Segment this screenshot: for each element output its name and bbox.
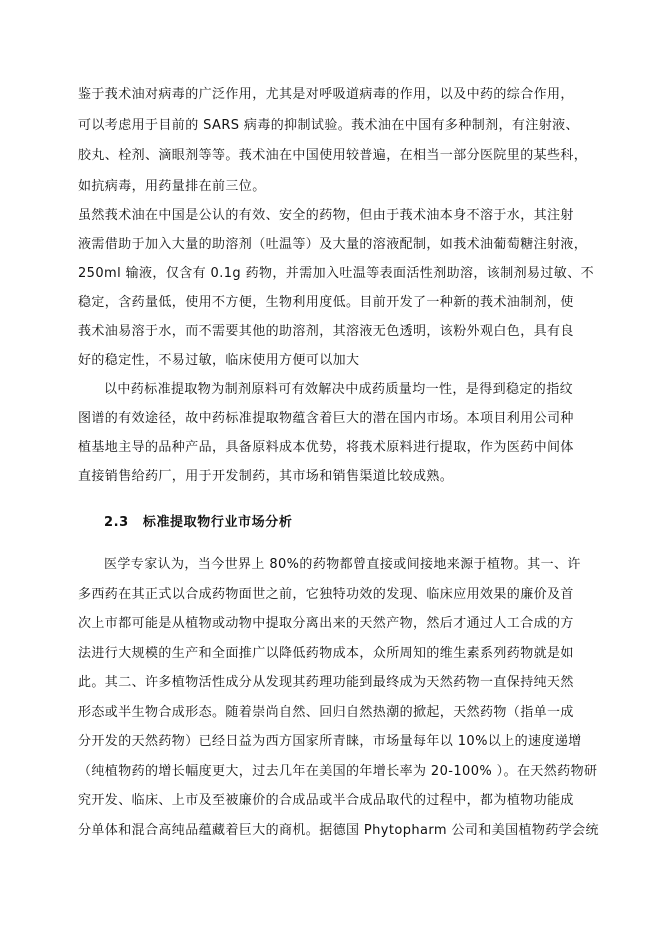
text-line: 以中药标准提取物为制剂原料可有效解决中成药质量均一性，是得到稳定的指纹 [104,382,574,397]
text-line: 如抗病毒，用药量排在前三位。 [78,179,266,194]
text-line: 形态或半生物合成形态。随着崇尚自然、回归自然热潮的掀起，天然药物（指单一成 [78,705,574,720]
text-line: 究开发、临床、上市及至被廉价的合成品或半合成品取代的过程中，都为植物功能成 [78,793,574,808]
text-line: 分单体和混合高纯品蕴藏着巨大的商机。据德国 Phytopharm 公司和美国植物药学会统 [78,823,599,838]
text-line: 图谱的有效途径，故中药标准提取物蕴含着巨大的潜在国内市场。本项目利用公司种 [78,411,574,426]
text-line: 此。其二、许多植物活性成分从发现其药理功能到最终成为天然药物一直保持纯天然 [78,675,574,690]
text-line: 莪术油易溶于水，而不需要其他的助溶剂，其溶液无色透明，该粉外观白色，具有良 [78,324,574,339]
text-line: 鉴于莪术油对病毒的广泛作用，尤其是对呼吸道病毒的作用，以及中药的综合作用， [78,87,574,102]
text-line: 250ml 输液，仅含有 0.1g 药物，并需加入吐温等表面活性剂助溶，该制剂易过敏、不 [78,266,595,281]
text-line: 好的稳定性，不易过敏，临床使用方便可以加大 [78,353,360,368]
section-number: 2.3 [104,515,129,530]
text-line: 分开发的天然药物）已经日益为西方国家所青睐，市场量每年以 10%以上的速度递增 [78,734,582,749]
text-line: 医学专家认为，当今世界上 80%的药物都曾直接或间接地来源于植物。其一、许 [104,557,581,572]
text-line: 可以考虑用于目前的 SARS 病毒的抑制试验。莪术油在中国有多种制剂，有注射液、 [78,118,579,133]
text-line: 稳定，含药量低，使用不方便，生物利用度低。目前开发了一种新的莪术油制剂，使 [78,295,574,310]
text-line: （纯植物药的增长幅度更大，过去几年在美国的年增长率为 20-100% ）。在天然药物研 [78,764,598,779]
section-heading [104,514,292,532]
text-line: 多西药在其正式以合成药物面世之前，它独特功效的发现、临床应用效果的廉价及首 [78,587,574,602]
text-line: 植基地主导的品种产品，具备原料成本优势，将莪术原料进行提取，作为医药中间体 [78,440,574,455]
text-line: 胶丸、栓剂、滴眼剂等等。莪术油在中国使用较普遍，在相当一部分医院里的某些科， [78,148,588,163]
section-title: 标准提取物行业市场分析 [142,515,293,530]
text-line: 直接销售给药厂，用于开发制药，其市场和销售渠道比较成熟。 [78,469,454,484]
text-line: 虽然莪术油在中国是公认的有效、安全的药物，但由于莪术油本身不溶于水，其注射 [78,208,574,223]
text-line: 法进行大规模的生产和全面推广以降低药物成本，众所周知的维生素系列药物就是如 [78,646,574,661]
text-line: 次上市都可能是从植物或动物中提取分离出来的天然产物，然后才通过人工合成的方 [78,616,574,631]
text-line: 液需借助于加入大量的助溶剂（吐温等）及大量的溶液配制，如莪术油葡萄糖注射液， [78,237,588,252]
